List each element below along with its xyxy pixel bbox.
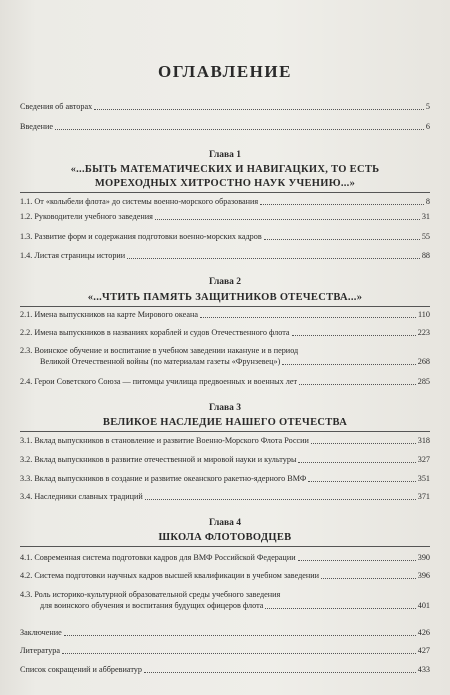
toc-entry-label: 2.3. Воинское обучение и воспитание в учебном заведении накануне и в период [20, 346, 299, 355]
toc-entry[interactable] [20, 310, 430, 320]
toc-entry-label-cont: Великой Отечественной войны (по материалам газеты «Фрунзевец») [40, 357, 281, 366]
toc-entry-page: 371 [417, 492, 430, 501]
toc-entry[interactable] [20, 665, 430, 675]
toc-entry-label: 3.2. Вклад выпускников в развитие отечественной и мировой науки и культуры [20, 455, 297, 464]
toc-entry-label: 3.4. Наследники славных традиций [20, 492, 143, 501]
toc-entry[interactable] [20, 212, 430, 222]
leader-dots [62, 653, 416, 654]
leader-dots [64, 635, 416, 636]
toc-entry-label: 3.1. Вклад выпускников в становление и развитие Военно-Морского Флота России [20, 436, 309, 445]
toc-entry-label-cont: для воинского обучения и воспитания будущих офицеров флота [40, 601, 264, 610]
leader-dots [144, 672, 416, 673]
toc-entry[interactable] [20, 328, 430, 338]
toc-entry-page: 285 [417, 377, 430, 386]
toc-entry-page: 5 [425, 102, 430, 111]
toc-entry-page: 268 [417, 357, 430, 366]
chapter-heading: Глава 4 [208, 518, 242, 528]
divider [20, 192, 430, 193]
chapter-title: ШКОЛА ФЛОТОВОДЦЕВ [158, 532, 292, 543]
leader-dots [264, 239, 420, 240]
toc-entry-label: 3.3. Вклад выпускников в создание и развитие океанского ракетно-ядерного ВМФ [20, 474, 307, 483]
chapter-heading: Глава 1 [208, 150, 242, 160]
leader-dots [94, 109, 424, 110]
leader-dots [311, 443, 416, 444]
toc-entry-label: Сведения об авторах [20, 102, 93, 111]
divider [20, 431, 430, 432]
toc-entry-page: 433 [417, 665, 430, 674]
toc-entry-label: 1.4. Листая страницы истории [20, 251, 126, 260]
leader-dots [265, 608, 415, 609]
toc-entry[interactable] [20, 251, 430, 261]
toc-entry-page: 31 [421, 212, 430, 221]
toc-entry[interactable] [20, 232, 430, 242]
divider [20, 306, 430, 307]
toc-entry-label: 2.4. Герои Советского Союза — питомцы училища предвоенных и военных лет [20, 377, 298, 386]
page-title: ОГЛАВЛЕНИЕ [158, 62, 292, 81]
leader-dots [299, 384, 416, 385]
leader-dots [308, 481, 415, 482]
toc-entry-label: 2.2. Имена выпускников в названиях кораблей и судов Отечественного флота [20, 328, 290, 337]
leader-dots [145, 499, 416, 500]
toc-entry-label: 4.3. Роль историко-культурной образовательной среды учебного заведения [20, 590, 281, 599]
toc-entry-label: 4.2. Система подготовки научных кадров высшей квалификации в учебном заведении [20, 571, 320, 580]
toc-entry-label: Литература [20, 646, 60, 655]
toc-entry[interactable] [20, 102, 430, 112]
toc-entry[interactable] [20, 571, 430, 581]
leader-dots [55, 129, 424, 130]
leader-dots [298, 560, 416, 561]
toc-entry[interactable] [20, 492, 430, 502]
leader-dots [127, 258, 420, 259]
toc-entry-label: Список сокращений и аббревиатур [20, 665, 142, 674]
toc-entry-page: 427 [417, 646, 430, 655]
toc-entry[interactable] [20, 122, 430, 132]
leader-dots [298, 462, 415, 463]
leader-dots [292, 335, 416, 336]
toc-entry[interactable] [20, 377, 430, 387]
toc-entry-label: 1.3. Развитие форм и содержания подготовки военно-морских кадров [20, 232, 262, 241]
chapter-title: ВЕЛИКОЕ НАСЛЕДИЕ НАШЕГО ОТЕЧЕСТВА [102, 417, 348, 428]
toc-entry-label: 1.1. От «колыбели флота» до системы военно-морского образования [20, 197, 259, 206]
leader-dots [282, 364, 415, 365]
toc-entry[interactable] [20, 628, 430, 638]
toc-entry-label: 2.1. Имена выпускников на карте Мирового океана [20, 310, 198, 319]
toc-entry-page: 6 [425, 122, 430, 131]
toc-entry[interactable] [20, 197, 430, 207]
toc-entry-page: 110 [418, 310, 430, 319]
chapter-title: «...БЫТЬ МАТЕМАТИЧЕСКИХ И НАВИГАЦКИХ, ТО ЕСТЬ МОРЕХОДНЫХ ХИТРОСТНО НАУК УЧЕНИЮ...» [70, 164, 380, 189]
toc-entry-label: Заключение [20, 628, 62, 637]
toc-entry-page: 351 [417, 474, 430, 483]
toc-entry-page: 396 [417, 571, 430, 580]
toc-entry-page: 390 [417, 553, 430, 562]
toc-entry[interactable] [20, 455, 430, 465]
toc-entry-page: 223 [417, 328, 430, 337]
toc-entry-page: 55 [421, 232, 430, 241]
divider [20, 546, 430, 547]
chapter-title: «...ЧТИТЬ ПАМЯТЬ ЗАЩИТНИКОВ ОТЕЧЕСТВА...» [87, 292, 363, 303]
leader-dots [321, 578, 416, 579]
toc-entry[interactable] [20, 553, 430, 563]
toc-entry-page: 88 [421, 251, 430, 260]
toc-entry-page: 318 [417, 436, 430, 445]
toc-entry-page: 401 [417, 601, 430, 610]
leader-dots [200, 317, 416, 318]
chapter-heading: Глава 3 [208, 403, 242, 413]
toc-entry[interactable] [20, 345, 430, 367]
toc-entry[interactable] [20, 474, 430, 484]
leader-dots [260, 204, 424, 205]
toc-entry-page: 8 [425, 197, 430, 206]
toc-entry[interactable] [20, 436, 430, 446]
toc-entry-page: 327 [417, 455, 430, 464]
leader-dots [155, 219, 420, 220]
toc-entry[interactable] [20, 646, 430, 656]
toc-entry-label: 4.1. Современная система подготовки кадров для ВМФ Российской Федерации [20, 553, 296, 562]
toc-entry-label: 1.2. Руководители учебного заведения [20, 212, 153, 221]
chapter-heading: Глава 2 [208, 277, 242, 287]
toc-entry-label: Введение [20, 122, 54, 131]
toc-entry[interactable] [20, 589, 430, 611]
toc-entry-page: 426 [417, 628, 430, 637]
